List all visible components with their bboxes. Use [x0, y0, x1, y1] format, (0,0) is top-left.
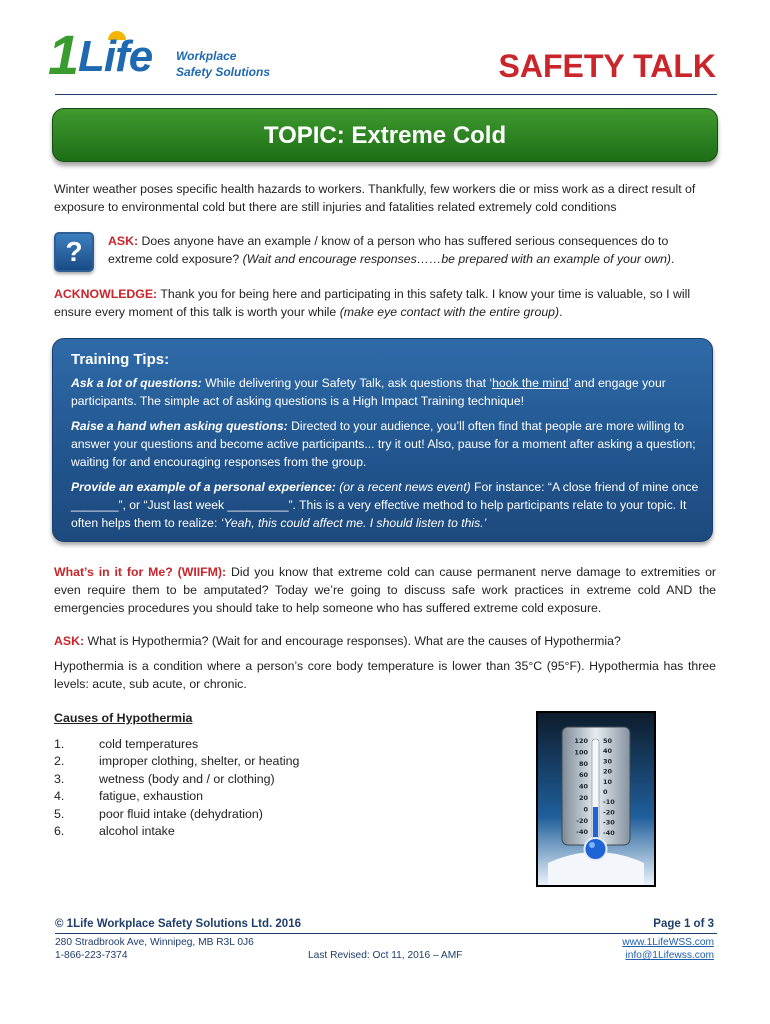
thermo-scale-left-label: 60 [578, 771, 588, 780]
list-item [54, 771, 299, 788]
footer-address: 280 Stradbrook Ave, Winnipeg, MB R3L 0J6 [55, 937, 254, 948]
list-item [54, 806, 299, 823]
thermo-scale-left-label: 80 [578, 759, 588, 768]
causes-list [54, 736, 299, 840]
tip-raise-label: Raise a hand when asking questions: [71, 419, 288, 433]
tip-ask-text-a: While delivering your Safety Talk, ask questions that ‘ [201, 376, 493, 390]
list-number: 1. [54, 737, 65, 751]
footer-website-link[interactable]: www.1LifeWSS.com [622, 937, 714, 948]
acknowledge-paragraph [54, 285, 716, 321]
list-text: poor fluid intake (dehydration) [99, 806, 263, 821]
list-item [54, 823, 299, 840]
footer-address-block [55, 936, 254, 962]
tip-example-quote: ‘Yeah, this could affect me. I should listen to this.’ [220, 516, 487, 530]
list-number: 3. [54, 771, 65, 786]
intro-paragraph: Winter weather poses specific health hazards to workers. Thankfully, few workers die or miss work as a direct result of exposure to environmental cold but there are still injuries and fatalities related extremely cold conditions [54, 182, 696, 214]
wiifm-paragraph [54, 563, 716, 617]
thermo-scale-left-label: 0 [583, 805, 588, 814]
list-text: improper clothing, shelter, or heating [99, 754, 300, 769]
tip-ask-label: Ask a lot of questions: [71, 376, 202, 390]
ask-text: Does anyone have an example / know of a person who has suffered serious consequences do to extreme cold exposure? [108, 234, 669, 266]
thermo-scale-left-label: -20 [576, 816, 588, 825]
list-item [54, 753, 299, 770]
footer-divider [55, 933, 717, 934]
thermo-scale-left-label: -40 [576, 828, 588, 837]
list-number: 5. [54, 806, 65, 821]
logo-tagline [176, 48, 270, 80]
logo-line2: Safety Solutions [176, 65, 271, 79]
topic-banner: TOPIC: Extreme Cold [52, 108, 718, 162]
acknowledge-instruction: (make eye contact with the entire group) [339, 305, 560, 319]
thermo-scale-right-label: -40 [603, 828, 615, 837]
acknowledge-end: . [559, 305, 563, 319]
tip-hook-the-mind: hook the mind [492, 376, 569, 390]
thermometer-icon [538, 713, 654, 885]
list-number: 2. [54, 754, 65, 769]
header-divider [55, 94, 717, 95]
thermo-scale-left-label: 100 [574, 748, 588, 757]
ask-end: . [671, 252, 675, 266]
ask-hypothermia-paragraph [54, 632, 716, 650]
ask-instruction: (Wait and encourage responses……be prepared with an example of your own) [242, 252, 672, 266]
tip-raise-hand [71, 417, 699, 471]
list-number: 4. [54, 789, 65, 804]
footer-page-number: Page 1 of 3 [653, 918, 714, 930]
training-tips-title: Training Tips: [71, 351, 170, 368]
logo-life: Life [78, 32, 153, 81]
tip-example-label: Provide an example of a personal experience: [71, 480, 336, 494]
thermo-scale-right-label: -30 [603, 818, 615, 827]
wiifm-label: What’s in it for Me? (WIIFM): [54, 565, 227, 579]
list-item [54, 736, 299, 753]
thermo-scale-right-label: 50 [603, 737, 613, 745]
tip-ask-questions [71, 374, 699, 410]
list-item [54, 788, 299, 805]
tip-personal-example [71, 478, 699, 532]
ask2-label: ASK: [54, 634, 85, 648]
ask-paragraph [108, 232, 708, 268]
thermo-scale-right-label: -20 [603, 808, 615, 817]
footer-email-link[interactable]: info@1Lifewss.com [625, 950, 714, 961]
tip-raise-text: Directed to your audience, you’ll often find that people are more willing to answer your questions and become active participants... try it out! Also, pause for a moment after asking a question; waiting for and encouraging responses from the group. [71, 419, 696, 469]
thermo-scale-right-label: 10 [603, 777, 613, 786]
thermo-scale-right-label: -10 [603, 798, 615, 807]
list-text: alcohol intake [99, 823, 175, 838]
acknowledge-text: Thank you for being here and participating in this safety talk. I know your time is valuable, so I will ensure every moment of this talk is worth your while [54, 287, 691, 319]
ask-label: ASK: [108, 234, 139, 248]
footer-copyright: © 1Life Workplace Safety Solutions Ltd. 2016 [55, 918, 301, 930]
thermo-scale-left-label: 40 [578, 782, 588, 791]
document-title: SAFETY TALK [498, 48, 716, 84]
footer-revised: Last Revised: Oct 11, 2016 – AMF [308, 950, 463, 961]
tip-example-italic: (or a recent news event) [335, 480, 471, 494]
thermo-scale-right-label: 20 [603, 767, 613, 776]
list-text: cold temperatures [99, 737, 199, 751]
tip-example-text: For instance: “A close friend of mine once _______”, or “Just last week _________”. This is a very effective method to help participants relate to your topic. It often helps them to realize: [71, 480, 699, 530]
footer-phone: 1-866-223-7374 [55, 950, 128, 961]
causes-title: Causes of Hypothermia [54, 711, 193, 725]
wiifm-text: Did you know that extreme cold can cause permanent nerve damage to extremities or even require them to be amputated? Today we’re going to discuss safe work practices in extreme cold AND the emergencies procedures you should take to help someone who has suffered extreme cold exposure. [54, 565, 716, 615]
thermometer-image [536, 711, 656, 887]
list-number: 6. [54, 823, 65, 838]
thermo-scale-right-label: 0 [603, 788, 608, 796]
thermo-scale-left-label: 20 [578, 794, 588, 802]
question-icon: ? [54, 232, 94, 272]
footer-links [622, 936, 714, 962]
thermo-scale-right-label: 40 [603, 747, 613, 756]
tip-ask-text-b: ’ and engage your participants. The simple act of asking questions is a High Impact Training technique! [71, 376, 666, 408]
hypothermia-definition: Hypothermia is a condition where a person’s core body temperature is lower than 35°C (95°F). Hypothermia has three levels: acute, sub acute, or chronic. [54, 659, 716, 691]
training-tips-box [52, 338, 713, 542]
thermo-scale-right-label: 30 [603, 757, 613, 766]
company-logo [48, 23, 288, 86]
logo-one: 1 [48, 23, 77, 86]
ask2-text: What is Hypothermia? (Wait for and encourage responses). What are the causes of Hypothermia? [84, 634, 621, 648]
list-text: fatigue, exhaustion [99, 789, 204, 804]
acknowledge-label: ACKNOWLEDGE: [54, 287, 158, 301]
thermo-scale-left-label: 120 [574, 737, 588, 745]
list-text: wetness (body and / or clothing) [99, 771, 275, 786]
logo-line1: Workplace [176, 49, 237, 63]
